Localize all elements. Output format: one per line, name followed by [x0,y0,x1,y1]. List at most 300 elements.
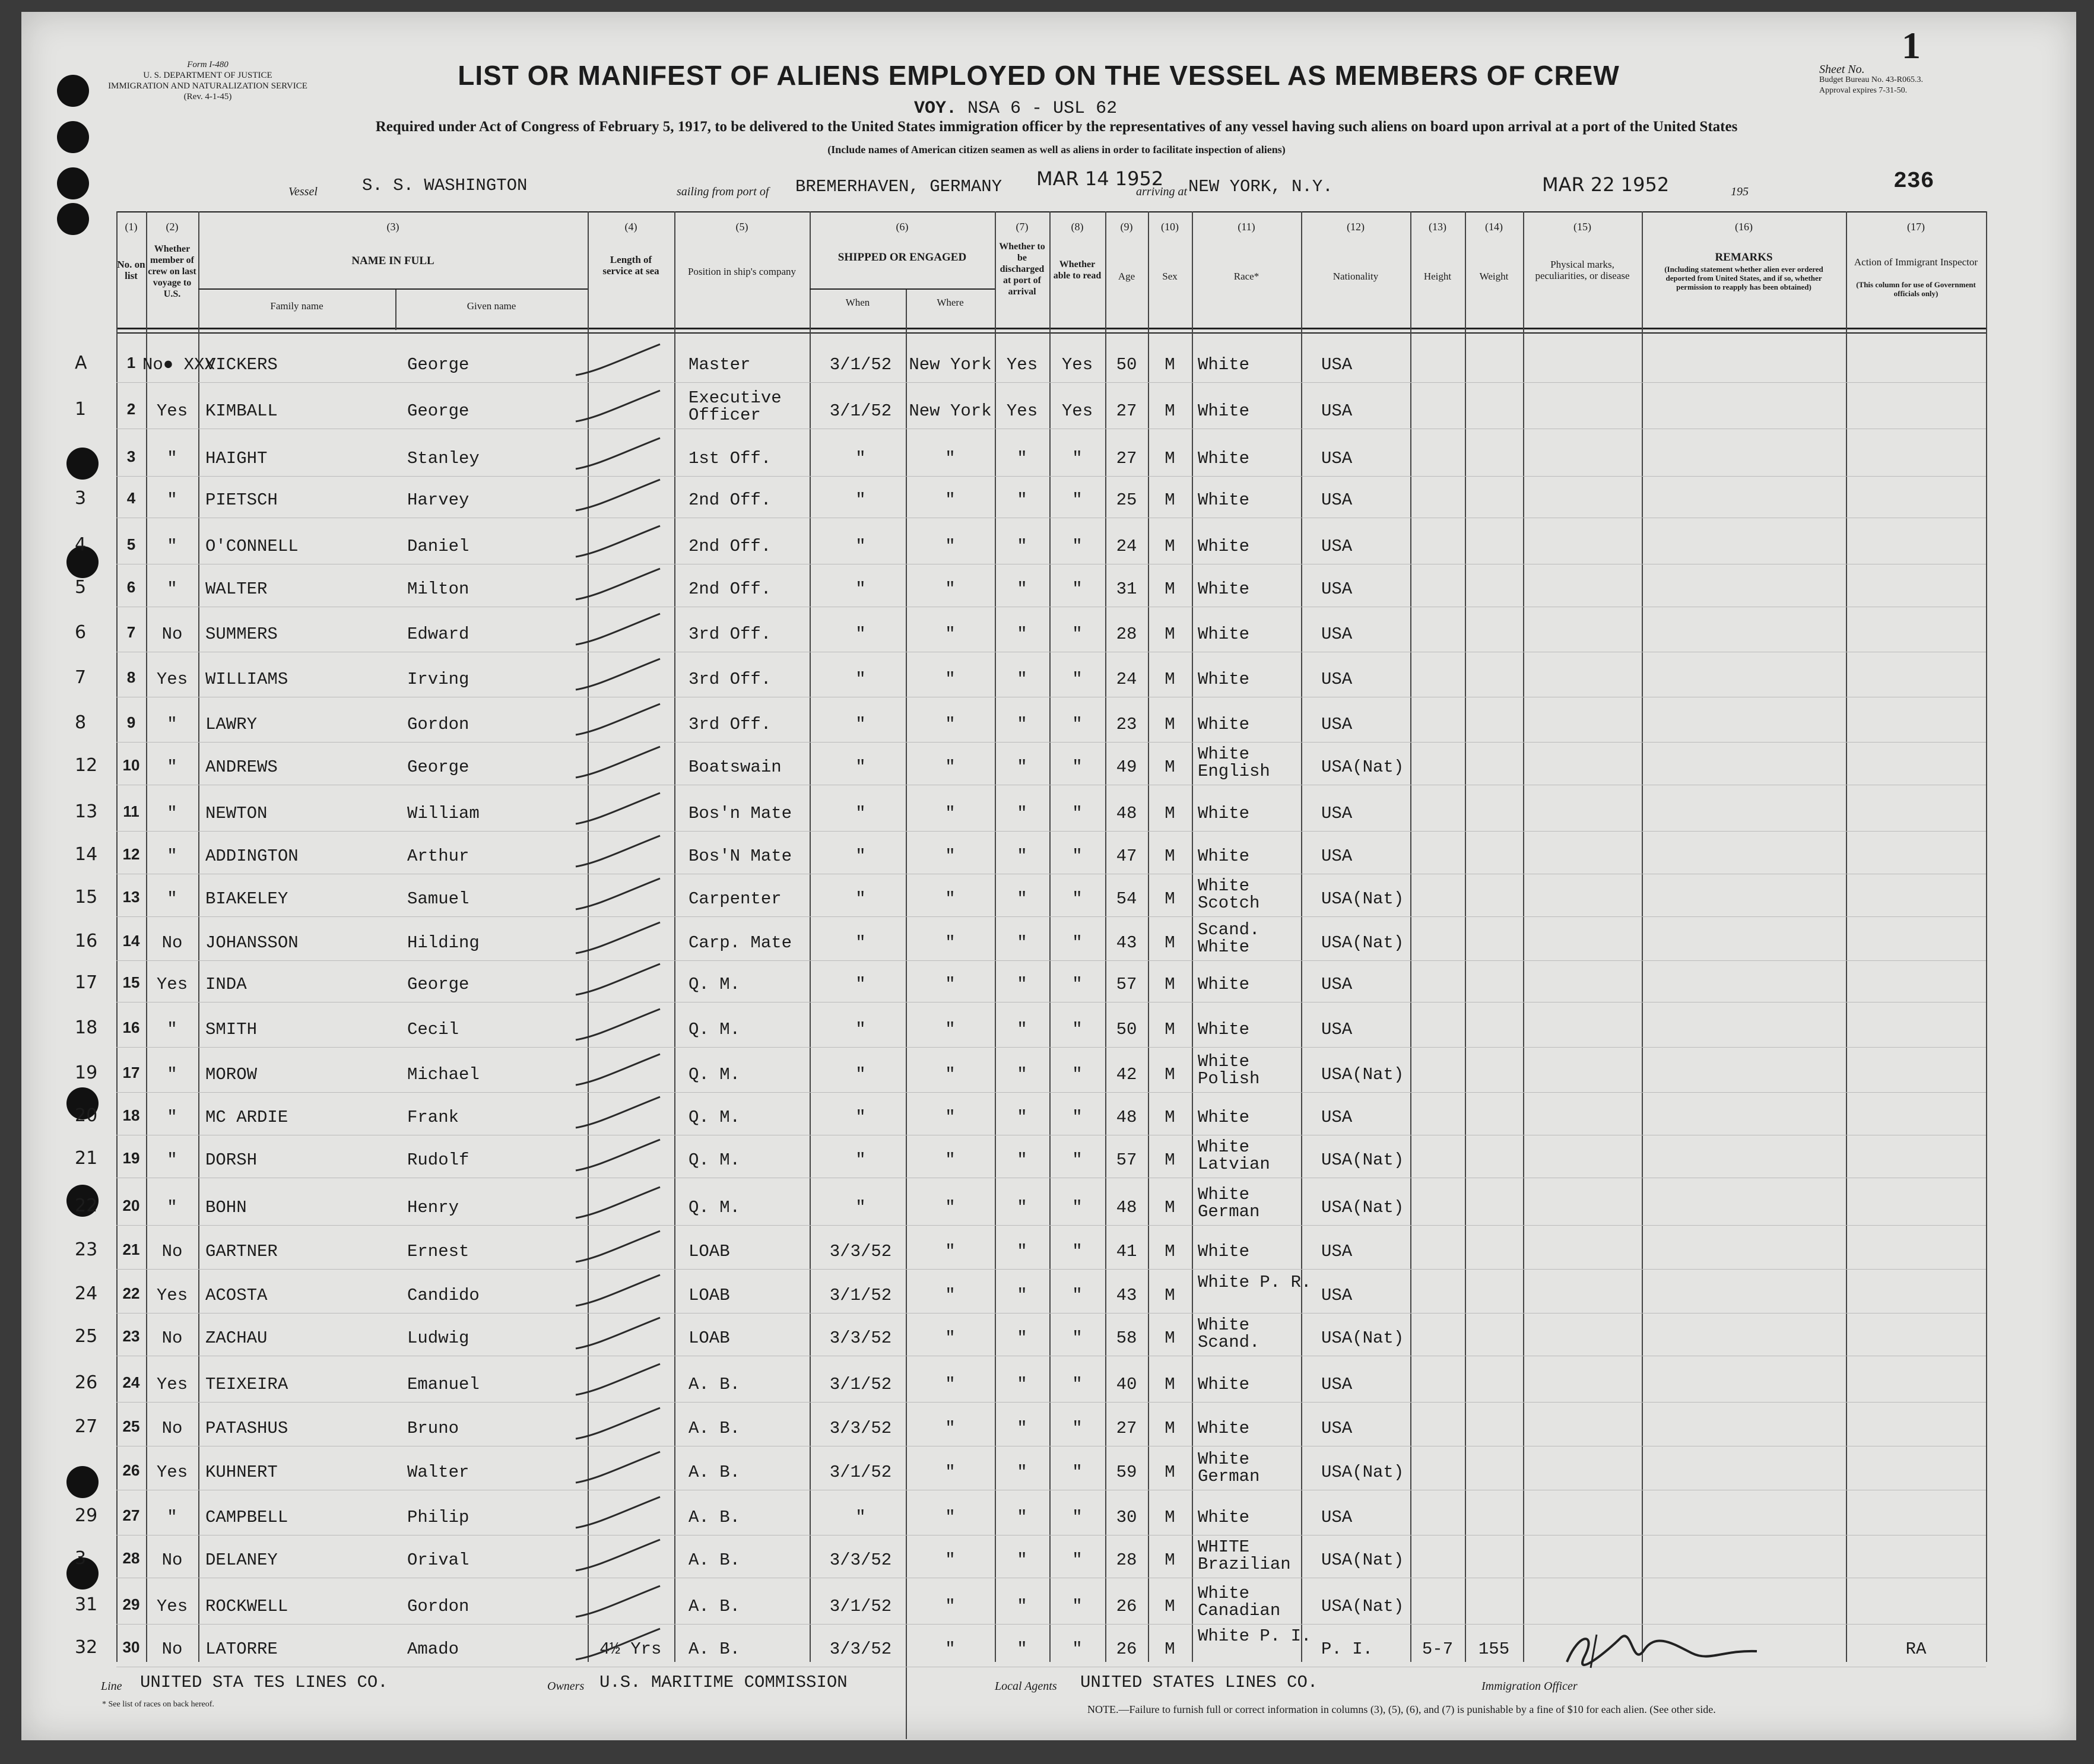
list-number: 22 [122,1284,140,1302]
cell-age: 25 [1116,490,1137,510]
cell-age: 26 [1116,1597,1137,1616]
list-number: 3 [126,448,136,465]
punch-hole [57,203,89,235]
cell-where: " [945,670,956,689]
cell-where: " [945,1286,956,1305]
list-number: 10 [122,756,140,774]
column-number: (6) [896,221,909,233]
cell-read: " [1072,1597,1083,1616]
cell-sex: M [1165,975,1175,994]
cell-given: Stanley [407,449,480,468]
column-number: (3) [386,221,399,233]
cell-sex: M [1165,1419,1175,1438]
cell-family: INDA [205,975,247,994]
cell-where: " [945,1198,956,1217]
list-number: 1 [126,354,136,372]
cell-last: " [167,804,177,823]
service-check-stroke [573,833,662,869]
cell-age: 43 [1116,933,1137,953]
cell-disch: " [1017,846,1027,866]
service-check-stroke [573,342,662,377]
header-sex: Sex [1162,271,1178,282]
cell-race: White [1198,401,1250,421]
cell-last: " [167,1108,177,1127]
cell-given: Bruno [407,1419,459,1438]
cell-race: White [1198,537,1250,556]
cell-sex: M [1165,1198,1175,1217]
cell-sex: M [1165,1462,1175,1482]
cell-age: 48 [1116,804,1137,823]
cell-sex: M [1165,1242,1175,1261]
cell-when: 3/3/52 [829,1328,892,1348]
cell-last: No [161,1328,183,1348]
header-remarks: REMARKS [1715,251,1773,264]
cell-race: White German [1198,1185,1260,1222]
list-number: 4 [126,489,136,507]
service-check-stroke [573,1229,662,1264]
voyage [914,99,1117,119]
service-check-stroke [573,566,662,602]
cell-read: " [1072,1328,1083,1348]
cell-when: 3/3/52 [829,1242,892,1261]
cell-disch: " [1017,1198,1027,1217]
cell-sex: M [1165,401,1175,421]
cell-weight: 155 [1478,1639,1510,1659]
departure-date-stamp: MAR 14 1952 [1036,167,1164,190]
sailing-label: sailing from port of [677,185,769,198]
owners-label: Owners [547,1680,585,1693]
cell-when: " [855,670,866,689]
cell-read: Yes [1061,355,1093,375]
column-number: (5) [735,221,748,233]
cell-sex: M [1165,715,1175,734]
cell-age: 27 [1116,401,1137,421]
cell-family: KIMBALL [205,401,278,421]
list-number: 25 [122,1417,140,1435]
cell-when: " [855,715,866,734]
list-number: 7 [126,623,136,641]
table-row [0,1537,2094,1586]
cell-when: 3/1/52 [829,1286,892,1305]
cell-age: 49 [1116,757,1137,777]
line-number: 12 [75,755,98,776]
cell-nat: USA [1321,975,1353,994]
cell-read: " [1072,1286,1083,1305]
list-number: 2 [126,400,136,418]
cell-sex: M [1165,1328,1175,1348]
cell-last: No [161,1639,183,1659]
line-number: 18 [75,1017,98,1038]
cell-position: 3rd Off. [689,715,772,734]
cell-family: KUHNERT [205,1462,278,1482]
cell-given: George [407,757,469,777]
cell-when: " [855,1108,866,1127]
cell-where: " [945,1108,956,1127]
cell-sex: M [1165,1020,1175,1039]
cell-given: Emanuel [407,1375,480,1394]
column-number: (4) [624,221,637,233]
cell-given: Cecil [407,1020,459,1039]
table-row [0,1137,2094,1186]
form-info [101,59,315,102]
cell-disch: " [1017,1639,1027,1659]
service-check-stroke [573,1007,662,1042]
cell-disch: " [1017,975,1027,994]
cell-race: White Canadian [1198,1584,1281,1620]
cell-where: " [945,1150,956,1170]
cell-age: 24 [1116,537,1137,556]
cell-where: " [945,889,956,909]
immigration-officer-label: Immigration Officer [1481,1680,1578,1693]
cell-read: " [1072,1108,1083,1127]
cell-family: ANDREWS [205,757,278,777]
cell-race: White Scand. [1198,1315,1260,1352]
cell-race: White [1198,490,1250,510]
cell-when: " [855,490,866,510]
service-check-stroke [573,1584,662,1619]
cell-position: A. B. [689,1375,741,1394]
list-number: 30 [122,1638,140,1656]
cell-family: PATASHUS [205,1419,288,1438]
cell-when: " [855,889,866,909]
cell-last: " [167,1020,177,1039]
cell-position: 3rd Off. [689,624,772,644]
table-row [0,572,2094,615]
service-check-stroke [573,1362,662,1397]
cell-nat: USA [1321,1508,1353,1527]
cell-family: NEWTON [205,804,268,823]
cell-position: Q. M. [689,1108,741,1127]
cell-where: " [945,1065,956,1084]
cell-read: " [1072,1375,1083,1394]
cell-age: 24 [1116,670,1137,689]
cell-race: White [1198,804,1250,823]
list-number: 21 [122,1240,140,1258]
cell-family: VICKERS [205,355,278,375]
cell-given: Orival [407,1550,469,1570]
line-number: 3 [75,1548,87,1569]
cell-nat: USA [1321,715,1353,734]
cell-age: 27 [1116,449,1137,468]
cell-read: " [1072,537,1083,556]
cell-family: BOHN [205,1198,247,1217]
cell-last: " [167,1198,177,1217]
cell-where: " [945,449,956,468]
list-number: 15 [122,973,140,991]
line-number: 3 [75,488,87,509]
vessel-label: Vessel [288,185,318,198]
cell-age: 57 [1116,975,1137,994]
cell-position: A. B. [689,1639,741,1659]
cell-race: White Polish [1198,1052,1260,1089]
cell-position: LOAB [689,1328,730,1348]
cell-where: " [945,490,956,510]
line-number: 17 [75,972,98,993]
cell-sex: M [1165,670,1175,689]
table-row [0,1626,2094,1675]
line-number: 26 [75,1372,98,1393]
cell-where: " [945,1375,956,1394]
cell-last: No● XXX [142,355,215,375]
local-agents-label: Local Agents [995,1680,1057,1693]
table-row [0,348,2094,391]
cell-disch: " [1017,1462,1027,1482]
header-age: Age [1118,271,1135,282]
cell-disch: " [1017,1108,1027,1127]
table-row [0,1235,2094,1277]
column-number: (16) [1735,221,1753,233]
cell-position: Q. M. [689,1020,741,1039]
cell-age: 54 [1116,889,1137,909]
list-number: 13 [122,888,140,906]
cell-disch: " [1017,1020,1027,1039]
column-number: (9) [1120,221,1133,233]
cell-sex: M [1165,1639,1175,1659]
cell-age: 47 [1116,846,1137,866]
service-check-stroke [573,1185,662,1220]
cell-nat: USA [1321,401,1353,421]
cell-family: CAMPBELL [205,1508,288,1527]
cell-nat: USA [1321,537,1353,556]
cell-read: " [1072,449,1083,468]
cell-when: " [855,933,866,953]
cell-where: " [945,1242,956,1261]
cell-sex: M [1165,355,1175,375]
cell-race: White [1198,1419,1250,1438]
cell-last: Yes [156,1286,188,1305]
cell-when: " [855,449,866,468]
line-number: 21 [75,1148,98,1169]
cell-nat: USA [1321,1108,1353,1127]
cell-read: " [1072,1550,1083,1570]
cell-read: " [1072,889,1083,909]
header-able-to-read: Whether able to read [1053,259,1102,281]
cell-sex: M [1165,846,1175,866]
cell-family: GARTNER [205,1242,278,1261]
service-check-stroke [573,791,662,826]
cell-sex: M [1165,933,1175,953]
cell-race: White [1198,1242,1250,1261]
cell-nat: USA [1321,804,1353,823]
table-row [0,1273,2094,1321]
header-height: Height [1423,271,1452,282]
cell-position: Boatswain [689,757,782,777]
cell-when: " [855,804,866,823]
table-row [0,1368,2094,1410]
cell-sex: M [1165,804,1175,823]
cell-family: O'CONNELL [205,537,299,556]
arrival-date-stamp: MAR 22 1952 [1542,173,1670,196]
cell-last: No [161,1550,183,1570]
cell-read: " [1072,624,1083,644]
list-number: 9 [126,713,136,731]
cell-when: " [855,1508,866,1527]
sheet-label: Sheet No. [1819,63,1865,76]
punch-hole [57,75,89,107]
cell-when: " [855,1150,866,1170]
cell-nat: USA [1321,1020,1353,1039]
line-number: 4 [75,534,87,555]
cell-read: " [1072,1639,1083,1659]
cell-read: " [1072,1462,1083,1482]
cell-nat: USA [1321,449,1353,468]
cell-disch: " [1017,1375,1027,1394]
cell-height: 5-7 [1422,1639,1454,1659]
cell-read: " [1072,757,1083,777]
cell-age: 28 [1116,624,1137,644]
cell-given: William [407,804,480,823]
cell-sex: M [1165,1550,1175,1570]
cell-age: 48 [1116,1198,1137,1217]
cell-nat: USA(Nat) [1321,757,1404,777]
cell-last: Yes [156,975,188,994]
service-check-stroke [573,920,662,956]
cell-nat: USA [1321,624,1353,644]
cell-race: White [1198,1375,1250,1394]
header-last-voyage: Whether member of crew on last voyage to U.S. [148,244,196,299]
cell-race: White English [1198,744,1270,781]
table-row [0,876,2094,925]
table-header-rule [116,328,1986,329]
cell-position: A. B. [689,1508,741,1527]
cell-nat: USA(Nat) [1321,1065,1404,1084]
cell-race: White [1198,449,1250,468]
cell-last: Yes [156,1375,188,1394]
cell-disch: " [1017,1242,1027,1261]
column-number: (8) [1071,221,1084,233]
sheet-info [1819,64,2015,96]
header-inspector-note: (This column for use of Government officials only) [1856,280,1976,298]
cell-last: " [167,490,177,510]
cell-sex: M [1165,490,1175,510]
cell-disch: " [1017,1508,1027,1527]
cell-read: " [1072,715,1083,734]
cell-race: White P. R. [1198,1273,1312,1292]
cell-race: WHITE Brazilian [1198,1537,1291,1574]
line-number: 5 [75,577,87,598]
service-check-stroke [573,702,662,737]
cell-read: " [1072,670,1083,689]
line-number: 31 [75,1594,98,1615]
punch-hole [57,167,89,199]
local-agents-value: UNITED STATES LINES CO. [1080,1673,1318,1692]
cell-disch: " [1017,1150,1027,1170]
line-number: 27 [75,1416,98,1437]
header-physical-marks: Physical marks, peculiarities, or disease [1535,259,1630,281]
cell-given: Daniel [407,537,469,556]
cell-sex: M [1165,1065,1175,1084]
list-number: 23 [122,1327,140,1345]
cell-sex: M [1165,1375,1175,1394]
cell-last: " [167,889,177,909]
header-name-in-full: NAME IN FULL [351,255,434,267]
list-number: 5 [126,535,136,553]
header-remarks-note: (Including statement whether alien ever ordered deported from United States, and if so, whether permission to reapply has been obtained) [1664,265,1823,291]
cell-read: " [1072,804,1083,823]
cell-last: " [167,846,177,866]
list-number: 8 [126,668,136,686]
cell-family: JOHANSSON [205,933,299,953]
cell-read: " [1072,579,1083,599]
cell-last: " [167,1065,177,1084]
service-check-stroke [573,1137,662,1173]
line-number: 24 [75,1283,98,1304]
column-number: (12) [1347,221,1365,233]
cell-position: 1st Off. [689,449,772,468]
cell-sex: M [1165,1286,1175,1305]
cell-position: 3rd Off. [689,670,772,689]
cell-read: " [1072,975,1083,994]
cell-when: " [855,757,866,777]
cell-age: 30 [1116,1508,1137,1527]
cell-disch: " [1017,757,1027,777]
column-number: (17) [1907,221,1925,233]
line-number: 20 [75,1105,98,1126]
cell-given: Gordon [407,715,469,734]
cell-race: Scand. White [1198,920,1260,957]
cell-position: Carpenter [689,889,782,909]
service-check-stroke [573,1449,662,1485]
penalty-note: NOTE.—Failure to furnish full or correct information in columns (3), (5), (6), and (7) is punishable by a fine of $10 for each alien. (See other side. [1087,1703,1716,1715]
cell-when: " [855,1198,866,1217]
cell-read: " [1072,490,1083,510]
cell-nat: USA(Nat) [1321,1150,1404,1170]
cell-position: Q. M. [689,1198,741,1217]
line-number: 8 [75,712,87,733]
table-row [0,388,2094,437]
cell-disch: " [1017,804,1027,823]
table-row [0,1100,2094,1143]
line-number: 15 [75,887,98,908]
cell-last: " [167,757,177,777]
shipped-subheader-rule [810,288,995,290]
list-number: 14 [122,932,140,950]
service-check-stroke [573,962,662,997]
cell-disch: " [1017,1286,1027,1305]
service-check-stroke [573,611,662,647]
cell-last: No [161,624,183,644]
cell-given: Michael [407,1065,480,1084]
cell-race: White [1198,670,1250,689]
cell-sex: M [1165,757,1175,777]
cell-position: 2nd Off. [689,579,772,599]
cell-nat: USA [1321,355,1353,375]
cell-nat: USA [1321,1242,1353,1261]
cell-race: White [1198,1020,1250,1039]
list-number: 27 [122,1506,140,1524]
line-number: 7 [75,667,87,688]
cell-family: ZACHAU [205,1328,268,1348]
cell-age: 58 [1116,1328,1137,1348]
cell-where: " [945,1328,956,1348]
cell-when: " [855,537,866,556]
cell-when: 3/1/52 [829,1597,892,1616]
cell-given: Irving [407,670,469,689]
cell-disch: " [1017,1597,1027,1616]
table-row [0,967,2094,1010]
cell-when: " [855,846,866,866]
cell-age: 59 [1116,1462,1137,1482]
cell-age: 50 [1116,355,1137,375]
line-number: 1 [75,399,87,420]
cell-given: Ludwig [407,1328,469,1348]
cell-given: Walter [407,1462,469,1482]
cell-read: " [1072,1198,1083,1217]
cell-family: WILLIAMS [205,670,288,689]
cell-given: Harvey [407,490,469,510]
cell-when: " [855,975,866,994]
cell-when: 3/3/52 [829,1419,892,1438]
